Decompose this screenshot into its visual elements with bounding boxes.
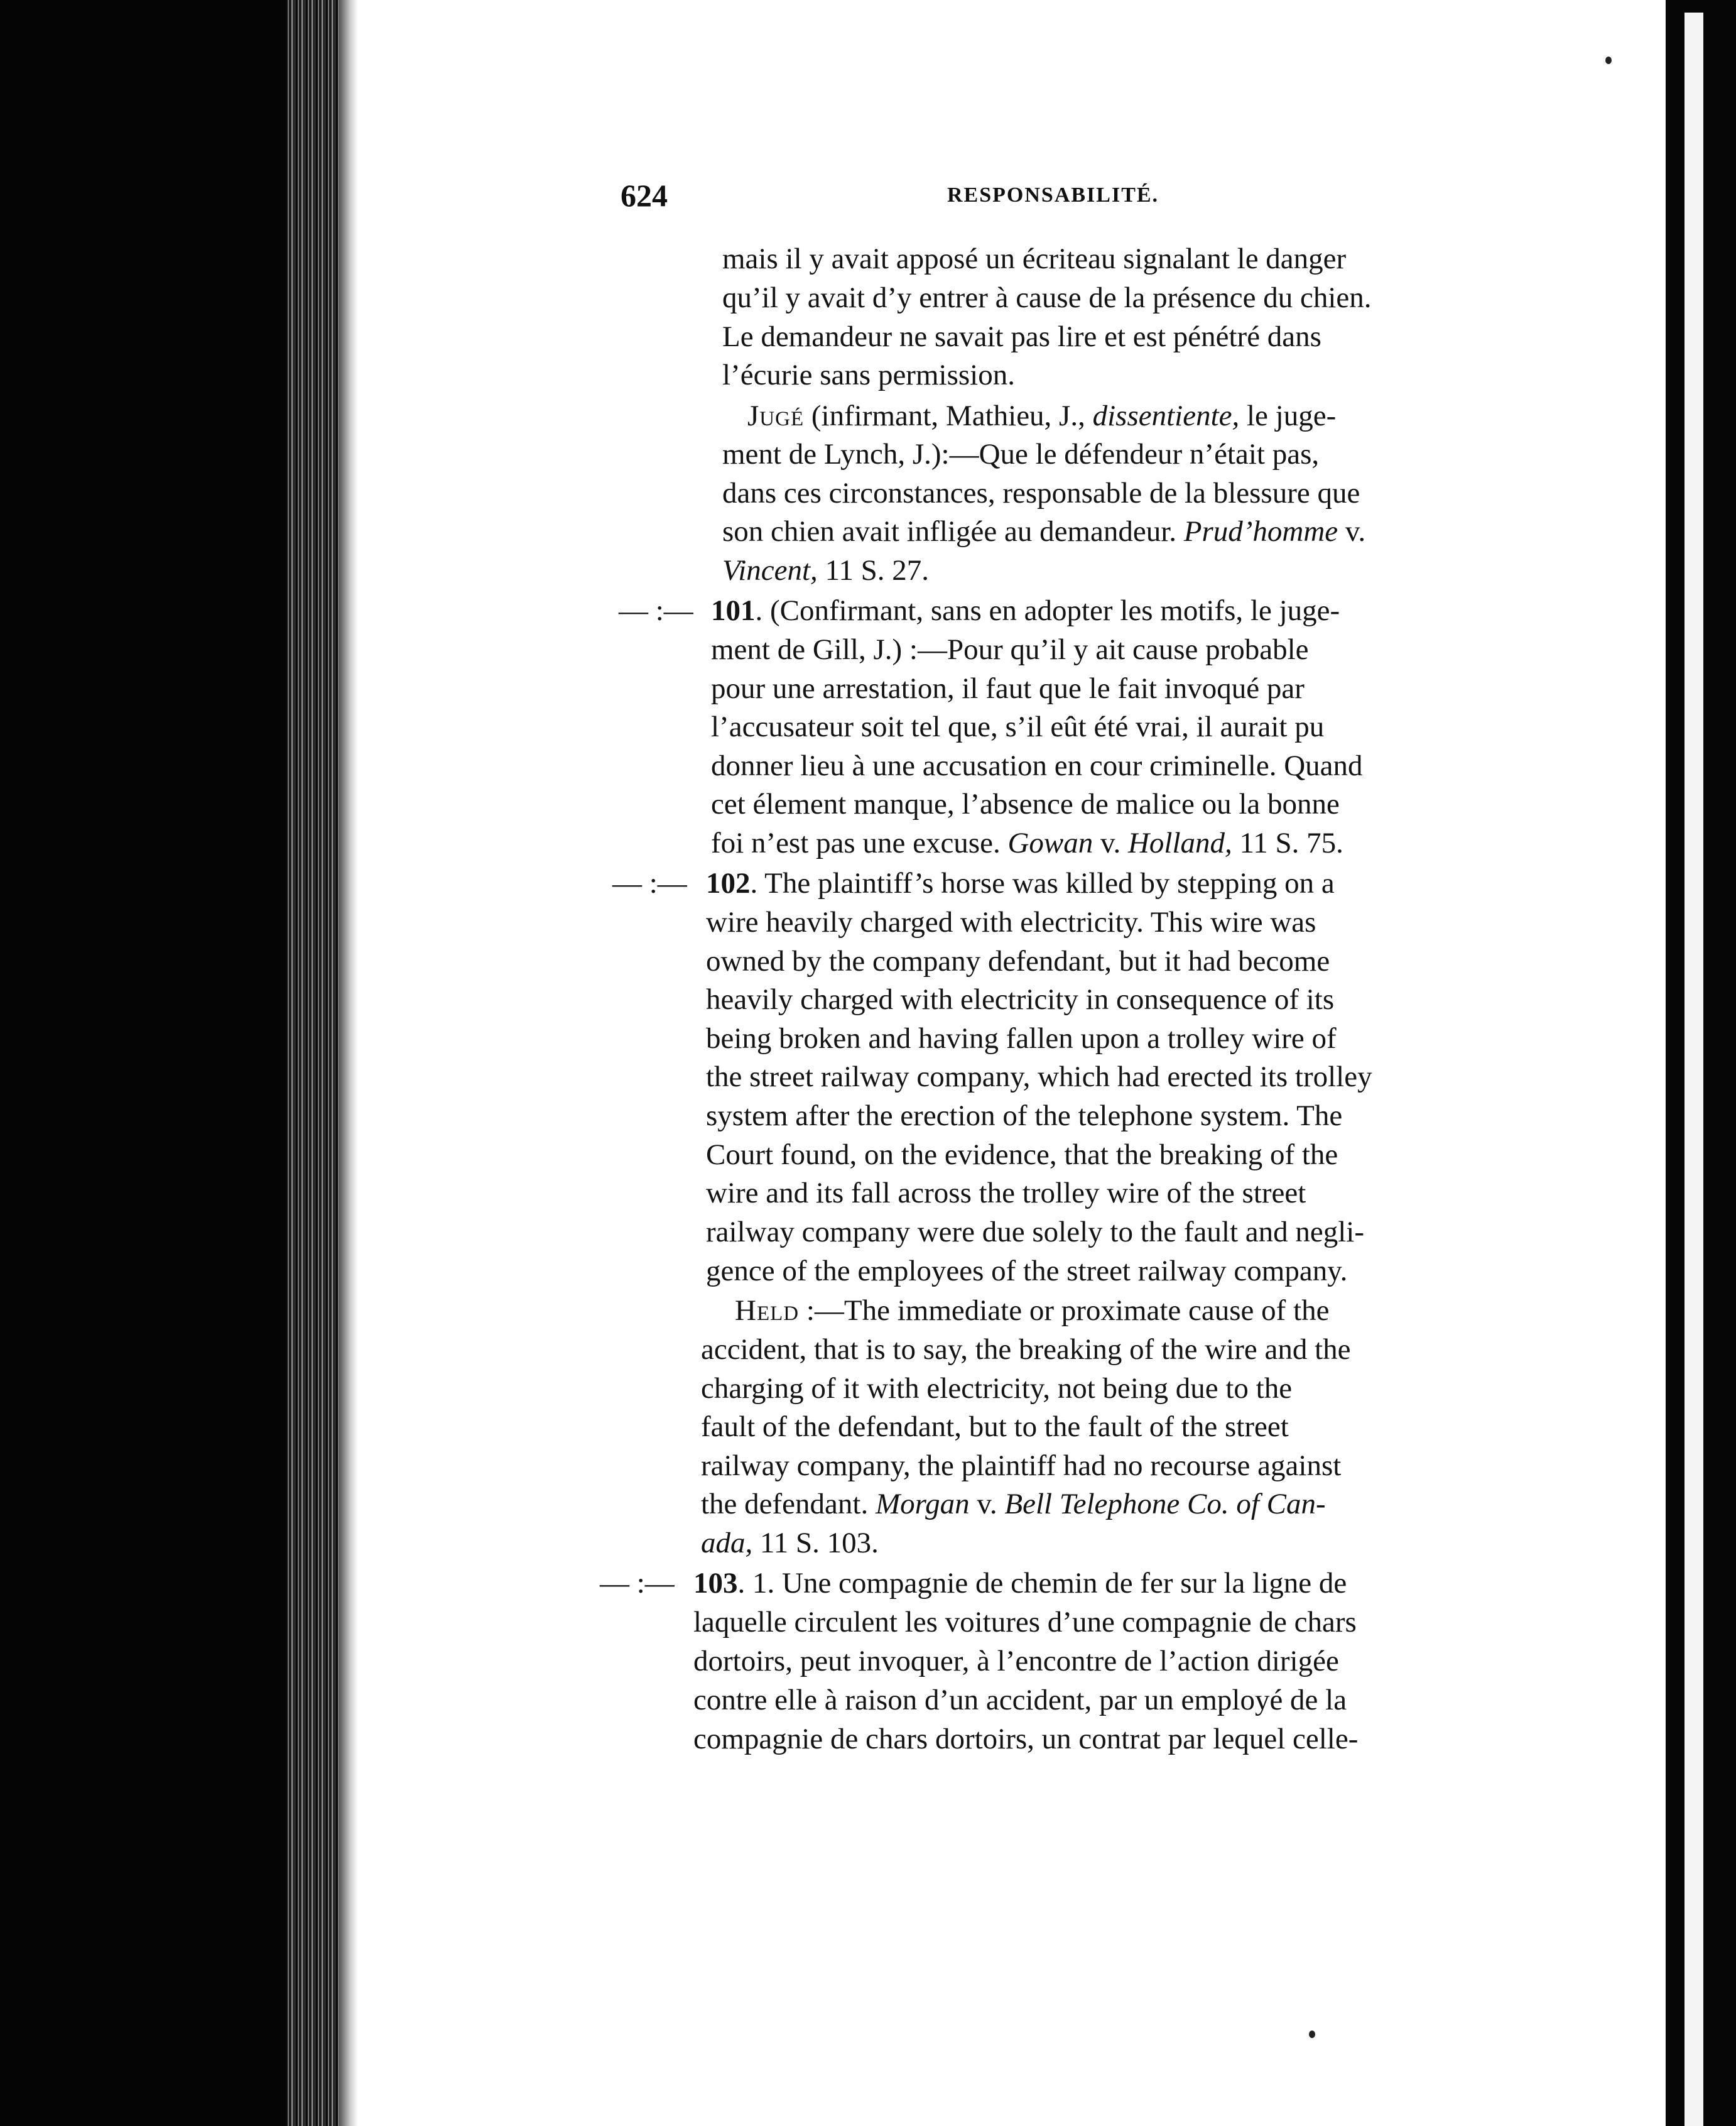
text-line	[722, 435, 1319, 473]
text-line	[701, 1408, 1289, 1446]
entry-number: 101	[711, 594, 756, 627]
text-line	[711, 670, 1305, 707]
text-line	[711, 824, 1343, 862]
text-run: ment de Lynch, J.):—Que le défendeur n’était pas,	[722, 438, 1320, 471]
entry-number: 102	[706, 867, 751, 900]
text-line	[711, 592, 1340, 630]
text-line	[706, 1213, 1364, 1251]
text-line	[706, 903, 1316, 941]
text-run: contre elle à raison d’un accident, par un employé de la	[693, 1684, 1347, 1716]
text-run: owned by the company defendant, but it had become	[706, 945, 1330, 978]
text-line	[711, 747, 1363, 785]
text-run: heavily charged with electricity in consequence of its	[706, 983, 1335, 1016]
text-run: qu’il y avait d’y entrer à cause de la présence du chien.	[722, 281, 1372, 314]
text-line	[747, 397, 1336, 435]
text-run: l’écurie sans permission.	[722, 359, 1015, 391]
text-run: 11 S. 27.	[817, 554, 929, 587]
text-run: system after the erection of the telephone system. The	[706, 1099, 1343, 1132]
text-run: railway company, the plaintiff had no recourse against	[701, 1449, 1342, 1482]
ruling-keyword: Held	[735, 1294, 800, 1327]
text-run: cet élement manque, l’absence de malice ou la bonne	[711, 788, 1340, 820]
text-run: son chien avait infligée au demandeur.	[722, 515, 1184, 548]
text-run: ment de Gill, J.) :—Pour qu’il y ait cause probable	[711, 633, 1309, 666]
text-run: :—The immediate or proximate cause of the	[799, 1294, 1330, 1327]
entry-marker-103: — :—	[600, 1567, 675, 1600]
text-run: v.	[969, 1488, 1005, 1520]
text-line	[706, 942, 1330, 980]
case-party: ada,	[701, 1527, 753, 1559]
text-run: . The plaintiff’s horse was killed by stepping on a	[750, 867, 1335, 900]
text-run: gence of the employees of the street railway company.	[706, 1255, 1348, 1287]
text-run: dortoirs, peut invoquer, à l’encontre de l’action dirigée	[693, 1645, 1339, 1677]
text-line	[706, 1020, 1337, 1057]
text-run: le juge-	[1239, 400, 1337, 432]
text-run: (infirmant, Mathieu, J.,	[804, 400, 1093, 432]
italic-run: dissentiente,	[1092, 400, 1240, 432]
text-run: accident, that is to say, the breaking of the wire and the	[701, 1333, 1351, 1366]
text-line	[711, 785, 1340, 823]
entry-marker-102: — :—	[612, 867, 687, 900]
text-line	[706, 1058, 1372, 1096]
text-line	[711, 631, 1309, 668]
entry-marker-101: — :—	[619, 594, 693, 627]
text-run: charging of it with electricity, not being due to the	[701, 1372, 1293, 1405]
text-line	[701, 1485, 1326, 1523]
page-number: 624	[621, 178, 668, 213]
case-party: Holland,	[1127, 827, 1232, 859]
text-line	[693, 1681, 1347, 1719]
text-line	[722, 356, 1015, 394]
text-line	[693, 1642, 1339, 1680]
text-line	[722, 279, 1372, 317]
text-run: fault of the defendant, but to the fault of the street	[701, 1410, 1289, 1443]
text-run: the defendant.	[701, 1488, 876, 1520]
case-party: Vincent,	[722, 554, 818, 587]
text-line	[722, 513, 1365, 550]
text-run: mais il y avait apposé un écriteau signalant le danger	[722, 243, 1347, 275]
text-line	[706, 864, 1335, 902]
text-line	[701, 1370, 1292, 1407]
text-run: pour une arrestation, il faut que le fait invoqué par	[711, 672, 1305, 705]
text-run: the street railway company, which had erected its trolley	[706, 1060, 1372, 1093]
running-title: RESPONSABILITÉ.	[947, 183, 1159, 207]
text-line	[706, 1252, 1347, 1290]
text-line	[701, 1331, 1351, 1368]
text-run: being broken and having fallen upon a trolley wire of	[706, 1022, 1337, 1055]
text-line	[701, 1524, 879, 1562]
text-run: wire and its fall across the trolley wire of the street	[706, 1177, 1306, 1209]
text-run: . (Confirmant, sans en adopter les motifs, le juge-	[755, 594, 1340, 627]
text-run: donner lieu à une accusation en cour criminelle. Quand	[711, 750, 1363, 782]
text-run: . 1. Une compagnie de chemin de fer sur la ligne de	[737, 1567, 1347, 1600]
text-line	[711, 708, 1324, 746]
text-line	[706, 981, 1334, 1018]
text-line	[706, 1136, 1338, 1174]
text-run: l’accusateur soit tel que, s’il eût été vrai, il aurait pu	[711, 711, 1325, 743]
text-line	[735, 1292, 1330, 1329]
scan-speck	[1309, 2031, 1315, 2038]
text-run: Le demandeur ne savait pas lire et est pénétré dans	[722, 320, 1321, 353]
case-party: Morgan	[875, 1488, 970, 1520]
text-run: Court found, on the evidence, that the breaking of the	[706, 1138, 1338, 1171]
text-line	[693, 1564, 1347, 1602]
text-run: compagnie de chars dortoirs, un contrat par lequel celle-	[693, 1723, 1359, 1755]
text-run: 11 S. 75.	[1232, 827, 1343, 859]
text-line	[706, 1174, 1306, 1212]
text-line	[693, 1603, 1357, 1641]
text-run: laquelle circulent les voitures d’une compagnie de chars	[693, 1606, 1357, 1638]
case-party: Prud’homme	[1183, 515, 1338, 548]
text-line	[722, 552, 929, 589]
text-run: foi n’est pas une excuse.	[711, 827, 1008, 859]
text-run: 11 S. 103.	[752, 1527, 879, 1559]
text-run: railway company were due solely to the fault and negli-	[706, 1216, 1364, 1248]
text-line	[722, 318, 1321, 356]
text-line	[693, 1720, 1358, 1758]
text-run: dans ces circonstances, responsable de la blessure que	[722, 477, 1360, 510]
entry-number: 103	[693, 1567, 738, 1600]
text-run: wire heavily charged with electricity. This wire was	[706, 906, 1316, 939]
text-run: v.	[1338, 515, 1366, 548]
text-line	[722, 240, 1346, 278]
case-party: Bell Telephone Co. of Can-	[1004, 1488, 1326, 1520]
ruling-keyword: Jugé	[747, 400, 805, 432]
text-line	[701, 1447, 1341, 1485]
text-run: v.	[1093, 827, 1128, 859]
text-line	[722, 474, 1360, 512]
text-line	[706, 1097, 1342, 1135]
scan-speck	[1605, 57, 1612, 64]
case-party: Gowan	[1007, 827, 1093, 859]
